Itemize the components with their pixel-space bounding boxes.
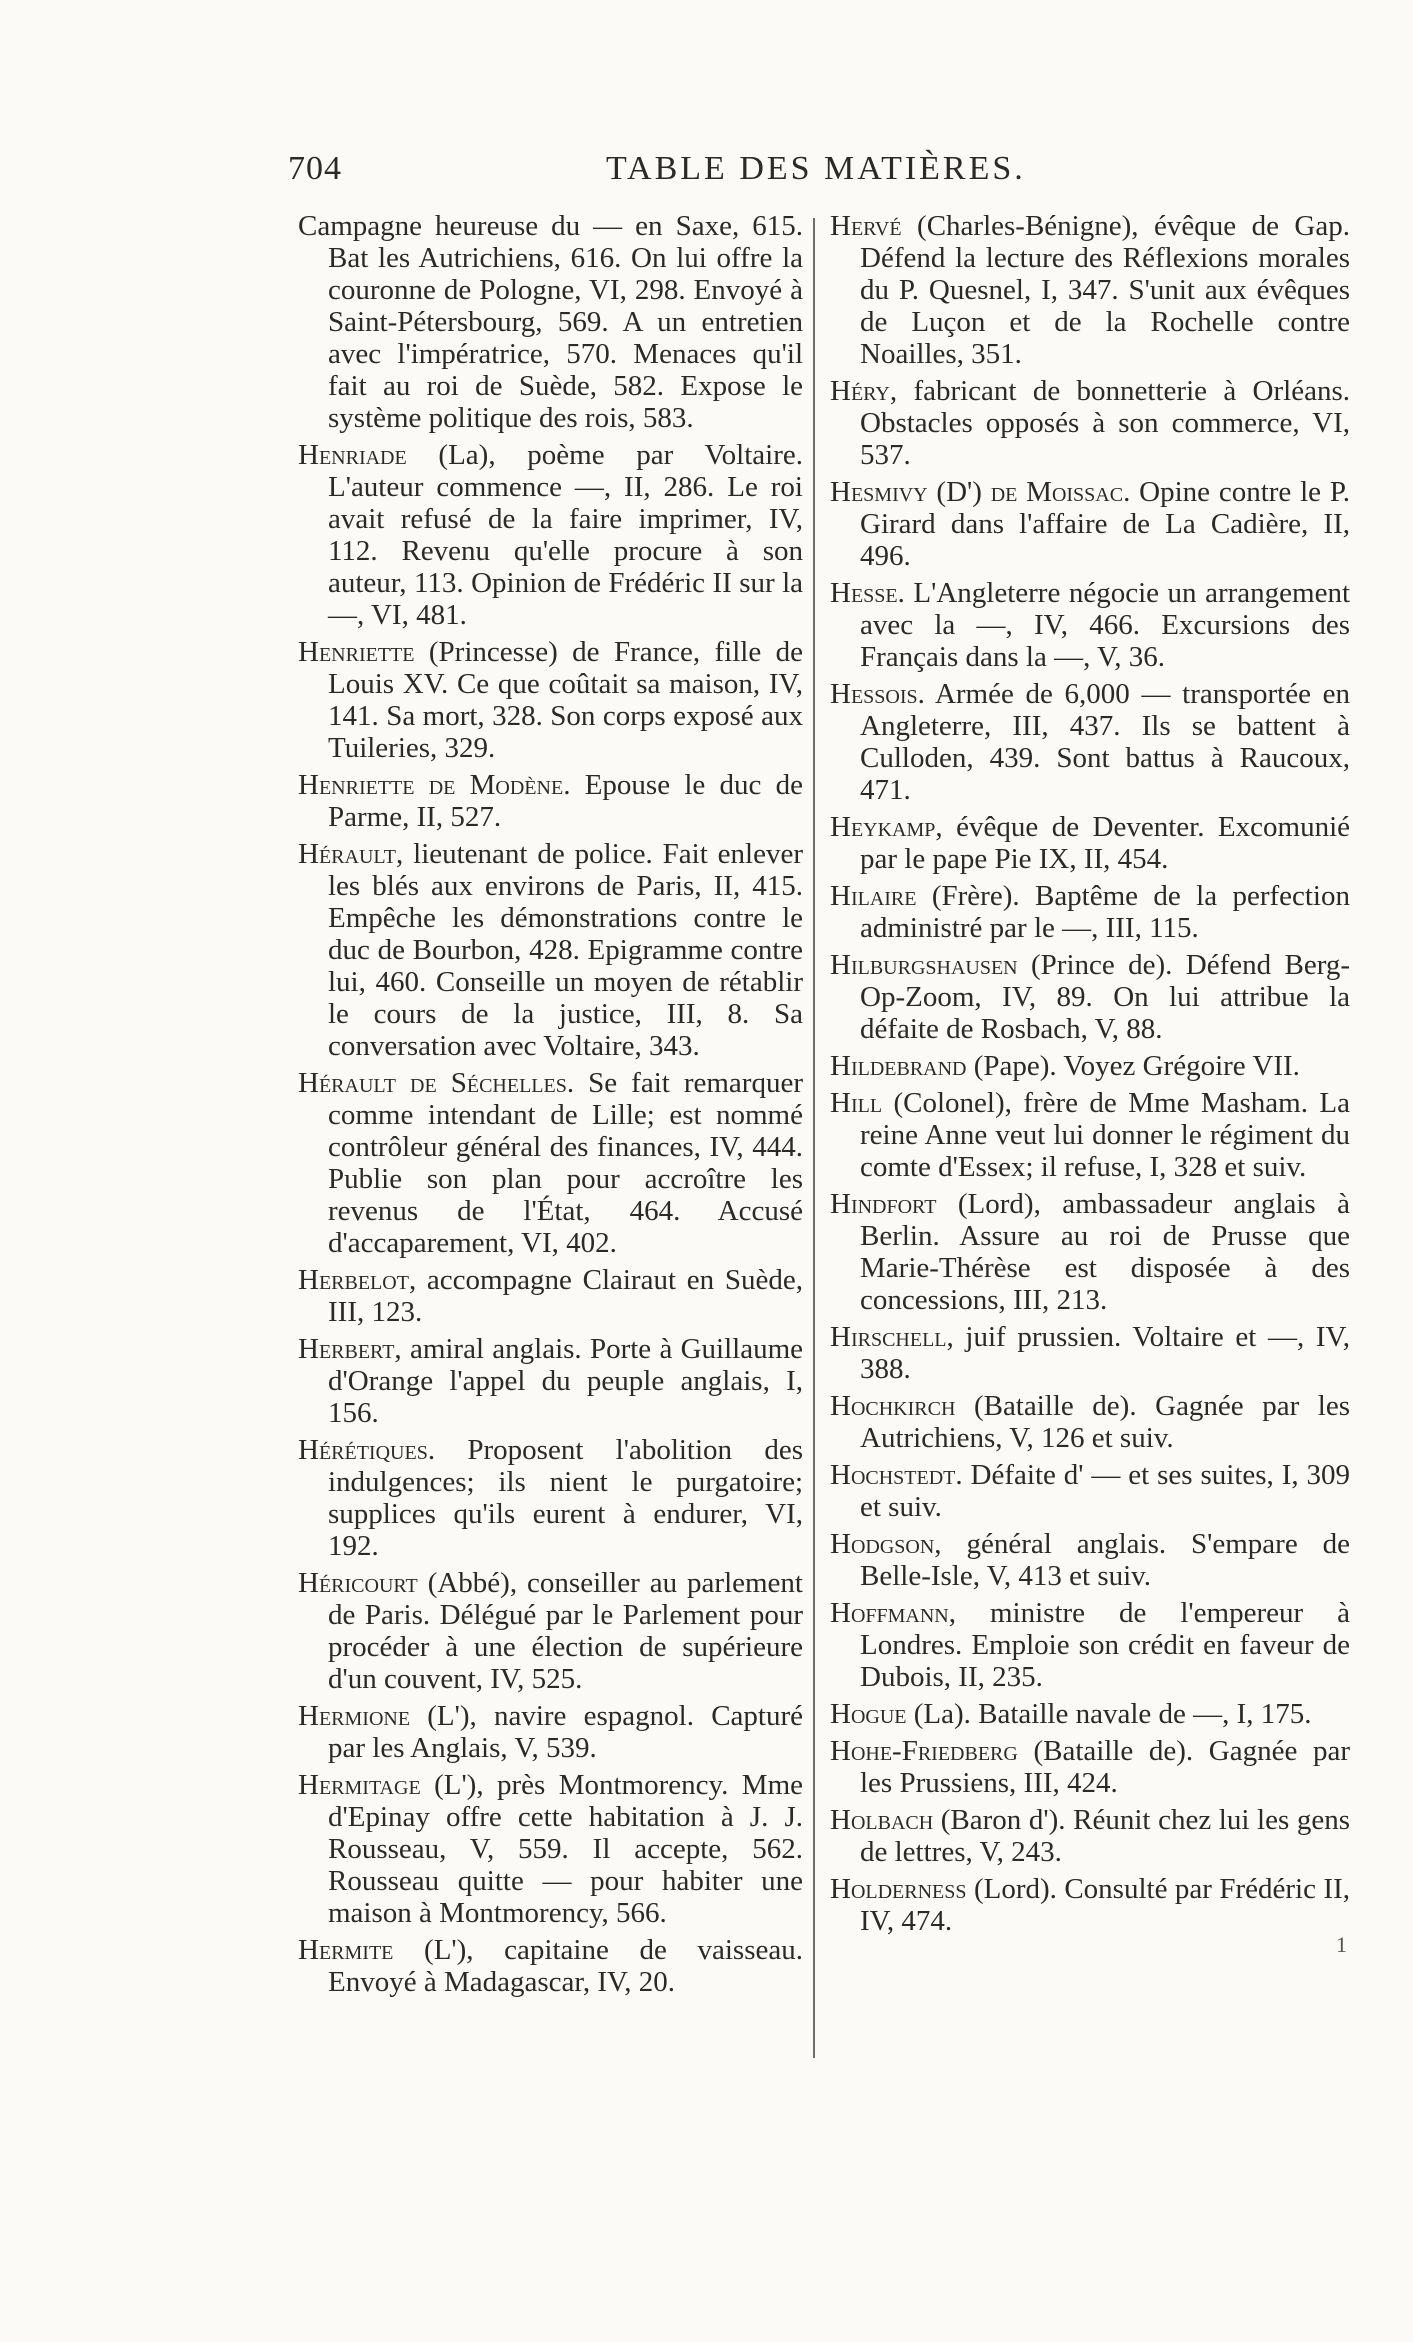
entry-heading: Hesse <box>830 577 898 609</box>
index-entry <box>298 769 803 833</box>
entry-text: , lieutenant de police. Fait enlever les blés aux environs de Paris, II, 415. Empêche les démonstrations contre le duc de Bourbon, 428. Epigramme contre lui, 460. Conseille un moyen de rétablir le cours de la justice, III, 8. Sa conversation avec Voltaire, 343. <box>328 838 803 1062</box>
entry-heading: Hirschell <box>830 1321 947 1353</box>
index-entry <box>830 1321 1350 1385</box>
entry-text: (Bataille de). Gagnée par les Prussiens, III, 424. <box>860 1735 1350 1799</box>
entry-heading: Hérault <box>298 838 396 870</box>
index-entry <box>298 1333 803 1429</box>
entry-text: (L'), capitaine de vaisseau. Envoyé à Madagascar, IV, 20. <box>328 1934 803 1998</box>
index-entry <box>298 1264 803 1328</box>
entry-heading: Hohe-Friedberg <box>830 1735 1018 1767</box>
index-entry <box>830 1528 1350 1592</box>
entry-text: . Opine contre le P. Girard dans l'affaire de La Cadière, II, 496. <box>860 476 1350 572</box>
index-entry <box>830 949 1350 1045</box>
entry-text: , amiral anglais. Porte à Guillaume d'Orange l'appel du peuple anglais, I, 156. <box>328 1333 803 1429</box>
entry-heading: Hérault de Séchelles <box>298 1067 567 1099</box>
entry-heading: Hervé <box>830 210 902 242</box>
index-entry <box>830 1390 1350 1454</box>
entry-heading: Henriade <box>298 439 407 471</box>
index-entry <box>830 1087 1350 1183</box>
entry-text: . Se fait remarquer comme intendant de Lille; est nommé contrôleur général des finances, IV, 444. Publie son plan pour accroître les revenus de l'État, 464. Accusé d'accaparement, VI, 402. <box>328 1067 803 1259</box>
entry-heading: Hermione <box>298 1700 411 1732</box>
entry-text: (Pape). Voyez Grégoire VII. <box>966 1050 1300 1082</box>
index-entry <box>298 439 803 631</box>
entry-text: , général anglais. S'empare de Belle-Isle, V, 413 et suiv. <box>860 1528 1350 1592</box>
entry-text: (Prince de). Défend Berg-Op-Zoom, IV, 89. On lui attribue la défaite de Rosbach, V, 88. <box>860 949 1350 1045</box>
entry-text: (Lord). Consulté par Frédéric II, IV, 474. <box>860 1873 1350 1937</box>
entry-heading: Héricourt <box>298 1567 418 1599</box>
index-entry <box>830 210 1350 370</box>
entry-text: . Défaite d' — et ses suites, I, 309 et suiv. <box>860 1459 1350 1523</box>
entry-text: (L'), près Montmorency. Mme d'Epinay offre cette habitation à J. J. Rousseau, V, 559. Il accepte, 562. Rousseau quitte — pour habiter une maison à Montmorency, 566. <box>328 1769 803 1929</box>
entry-text: . Armée de 6,000 — transportée en Angleterre, III, 437. Ils se battent à Culloden, 439. Sont battus à Raucoux, 471. <box>860 678 1350 806</box>
entry-heading: Hilaire <box>830 880 917 912</box>
entry-heading: Hochkirch <box>830 1390 956 1422</box>
entry-heading: Hessois <box>830 678 918 710</box>
entry-heading: Hindfort <box>830 1188 937 1220</box>
entry-text: (Lord), ambassadeur anglais à Berlin. Assure au roi de Prusse que Marie-Thérèse est disposée à des concessions, III, 213. <box>860 1188 1350 1316</box>
index-entry <box>830 1698 1350 1730</box>
entry-heading: Hilburgshausen <box>830 949 1018 981</box>
entry-heading: Hérétiques <box>298 1434 428 1466</box>
entry-heading: Henriette de Modène <box>298 769 564 801</box>
entry-text: (L'), navire espagnol. Capturé par les Anglais, V, 539. <box>328 1700 803 1764</box>
index-entry <box>830 1735 1350 1799</box>
index-entry <box>298 1700 803 1764</box>
entry-text: , accompagne Clairaut en Suède, III, 123. <box>328 1264 803 1328</box>
entry-heading: Hodgson <box>830 1528 935 1560</box>
entry-text: , fabricant de bonnetterie à Orléans. Obstacles opposés à son commerce, VI, 537. <box>860 375 1350 471</box>
entry-heading: Hesmivy (D') de Moissac <box>830 476 1124 508</box>
entry-heading: Herbelot <box>298 1264 409 1296</box>
left-column <box>298 210 803 2003</box>
index-entry <box>298 210 803 434</box>
right-column <box>830 210 1350 1942</box>
entry-text: (La), poème par Voltaire. L'auteur commence —, II, 286. Le roi avait refusé de la faire imprimer, IV, 112. Revenu qu'elle procure à son auteur, 113. Opinion de Frédéric II sur la —, VI, 481. <box>328 439 803 631</box>
entry-text: (Abbé), conseiller au parlement de Paris. Délégué par le Parlement pour procéder à une élection de supérieure d'un couvent, IV, 525. <box>328 1567 803 1695</box>
index-entry <box>830 1459 1350 1523</box>
index-entry <box>298 838 803 1062</box>
index-entry <box>830 375 1350 471</box>
entry-heading: Héry <box>830 375 890 407</box>
index-entry <box>830 880 1350 944</box>
entry-text: . L'Angleterre négocie un arrangement avec la —, IV, 466. Excursions des Français dans la —, V, 36. <box>860 577 1350 673</box>
entry-text: , ministre de l'empereur à Londres. Emploie son crédit en faveur de Dubois, II, 235. <box>860 1597 1350 1693</box>
index-entry <box>830 811 1350 875</box>
index-entry <box>298 1434 803 1562</box>
entry-heading: Holderness <box>830 1873 967 1905</box>
entry-text: (La). Bataille navale de —, I, 175. <box>906 1698 1312 1730</box>
index-entry <box>298 1934 803 1998</box>
index-entry <box>830 1597 1350 1693</box>
entry-heading: Hoffmann <box>830 1597 949 1629</box>
index-entry <box>298 636 803 764</box>
index-entry <box>830 1050 1350 1082</box>
entry-text: . Epouse le duc de Parme, II, 527. <box>328 769 803 833</box>
page-header <box>288 150 1338 198</box>
index-entry <box>830 678 1350 806</box>
entry-text: (Baron d'). Réunit chez lui les gens de lettres, V, 243. <box>860 1804 1350 1868</box>
entry-text: Campagne heureuse du — en Saxe, 615. Bat les Autrichiens, 616. On lui offre la couronne de Pologne, VI, 298. Envoyé à Saint-Pétersbourg, 569. A un entretien avec l'impératrice, 570. Menaces qu'il fait au roi de Suède, 582. Expose le système politique des rois, 583. <box>298 210 803 434</box>
running-title: TABLE DES MATIÈRES. <box>606 150 1026 187</box>
entry-text: (Charles-Bénigne), évêque de Gap. Défend la lecture des Réflexions morales du P. Quesnel, I, 347. S'unit aux évêques de Luçon et de la Rochelle contre Noailles, 351. <box>860 210 1350 370</box>
entry-heading: Hochstedt <box>830 1459 956 1491</box>
index-entry <box>298 1769 803 1929</box>
entry-text: , juif prussien. Voltaire et —, IV, 388. <box>860 1321 1350 1385</box>
entry-heading: Hill <box>830 1087 883 1119</box>
entry-text: (Colonel), frère de Mme Masham. La reine Anne veut lui donner le régiment du comte d'Essex; il refuse, I, 328 et suiv. <box>860 1087 1350 1183</box>
entry-heading: Hildebrand <box>830 1050 967 1082</box>
entry-heading: Holbach <box>830 1804 934 1836</box>
index-entry <box>298 1567 803 1695</box>
margin-mark: 1 <box>1336 1932 1347 1957</box>
entry-text: (Frère). Baptême de la perfection administré par le —, III, 115. <box>860 880 1350 944</box>
index-entry <box>830 1188 1350 1316</box>
entry-heading: Hogue <box>830 1698 907 1730</box>
column-divider <box>813 218 815 2058</box>
index-entry <box>830 577 1350 673</box>
index-entry <box>830 1804 1350 1868</box>
entry-heading: Hermitage <box>298 1769 421 1801</box>
page-number: 704 <box>288 150 342 187</box>
entry-heading: Herbert <box>298 1333 395 1365</box>
entry-heading: Henriette <box>298 636 415 668</box>
entry-heading: Hermite <box>298 1934 394 1966</box>
entry-text: . Proposent l'abolition des indulgences; ils nient le purgatoire; supplices qu'ils eurent à endurer, VI, 192. <box>328 1434 803 1562</box>
index-entry <box>298 1067 803 1259</box>
index-entry <box>830 1873 1350 1937</box>
entry-text: (Princesse) de France, fille de Louis XV. Ce que coûtait sa maison, IV, 141. Sa mort, 328. Son corps exposé aux Tuileries, 329. <box>328 636 803 764</box>
index-entry <box>830 476 1350 572</box>
entry-text: , évêque de Deventer. Excomunié par le pape Pie IX, II, 454. <box>860 811 1350 875</box>
entry-heading: Heykamp <box>830 811 936 843</box>
entry-text: (Bataille de). Gagnée par les Autrichiens, V, 126 et suiv. <box>860 1390 1350 1454</box>
